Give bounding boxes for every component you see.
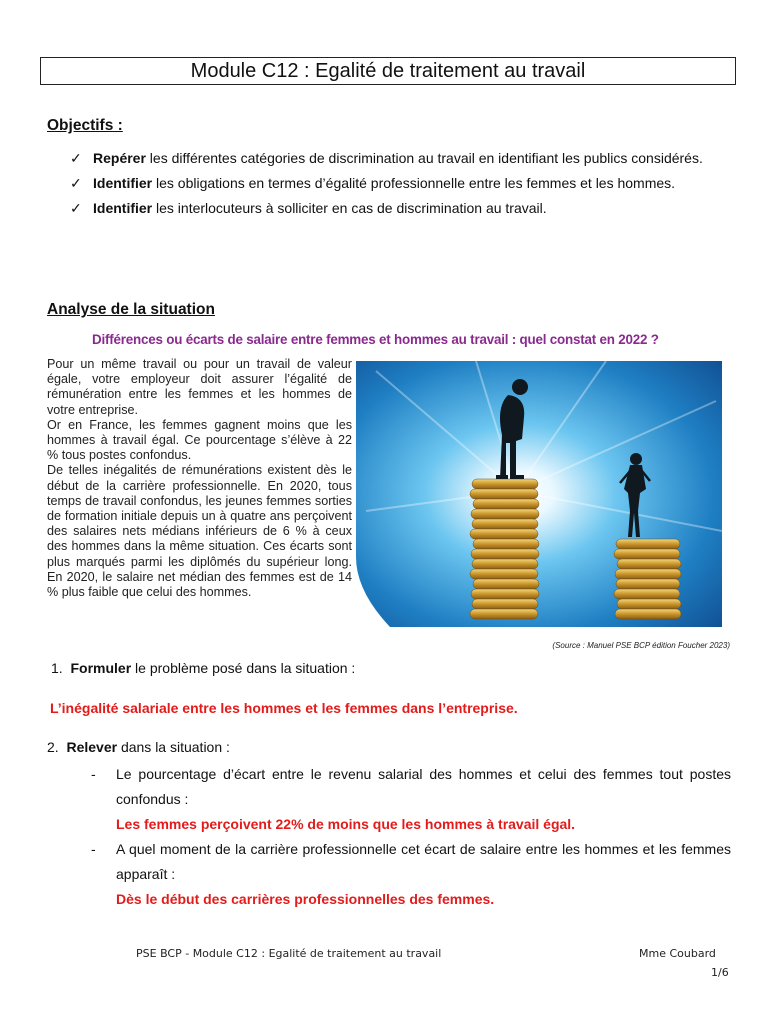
sub-question: [91, 837, 731, 912]
sub-question-text: Le pourcentage d’écart entre le revenu salarial des hommes et celui des femmes tout postes confondus :: [116, 766, 731, 807]
footer-author: Mme Coubard: [639, 947, 716, 960]
objective-item: [70, 171, 710, 196]
sub-question-answer: Dès le début des carrières professionnelles des femmes.: [116, 891, 495, 907]
dash-bullet: -: [91, 766, 96, 782]
objective-text: les obligations en termes d’égalité professionnelle entre les femmes et les hommes.: [152, 175, 676, 191]
question-2: [47, 739, 230, 755]
situation-text: [47, 357, 352, 600]
situation-paragraph: Or en France, les femmes gagnent moins que les hommes à travail égal. Ce pourcentage s’élève à 22 % tous postes confondus.: [47, 417, 352, 463]
question-verb: Formuler: [70, 660, 132, 676]
source-citation: (Source : Manuel PSE BCP édition Foucher 2023): [552, 641, 730, 650]
situation-paragraph: De telles inégalités de rémunérations existent dès le début de la carrière professionnelle. En 2020, tous temps de travail confondus, les jeunes femmes sorties de formation initiale depuis un à quatre ans perçoivent des salaires nets médians inférieurs de 6 % à ceux des hommes dans la même situation. Ces écarts sont plus marqués parmi les diplômés du supérieur long. En 2020, le salaire net médian des femmes est de 14 % plus faible que celui des hommes.: [47, 463, 352, 600]
footer-left: PSE BCP - Module C12 : Egalité de traitement au travail: [136, 947, 442, 960]
sub-question: [91, 762, 731, 837]
objective-verb: Identifier: [93, 175, 153, 191]
question-verb: Relever: [66, 739, 118, 755]
pay-gap-illustration: [356, 361, 722, 627]
objectives-list: [70, 146, 710, 221]
objective-verb: Identifier: [93, 200, 153, 216]
figure-title: Différences ou écarts de salaire entre femmes et hommes au travail : quel constat en 2022 ?: [92, 332, 659, 347]
objective-text: les interlocuteurs à solliciter en cas de discrimination au travail.: [152, 200, 547, 216]
question-text: le problème posé dans la situation :: [131, 660, 356, 676]
page-number: 1/6: [711, 966, 729, 979]
question-text: dans la situation :: [117, 739, 230, 755]
objective-text: les différentes catégories de discrimination au travail en identifiant les publics considérés.: [145, 150, 703, 166]
dash-bullet: -: [91, 841, 96, 857]
question-1: [51, 660, 355, 676]
objective-verb: Repérer: [93, 150, 146, 166]
sub-question-answer: Les femmes perçoivent 22% de moins que les hommes à travail égal.: [116, 816, 576, 832]
objective-item: [70, 146, 710, 171]
objectives-heading: Objectifs :: [47, 117, 123, 134]
sub-question-text: A quel moment de la carrière professionnelle cet écart de salaire entre les hommes et les femmes apparaît :: [116, 841, 731, 882]
document-title-text: Module C12 : Egalité de traitement au travail: [190, 60, 586, 82]
check-icon: ✓: [70, 150, 82, 166]
question-number: 1.: [51, 660, 63, 676]
check-icon: ✓: [70, 200, 82, 216]
situation-paragraph: Pour un même travail ou pour un travail de valeur égale, votre employeur doit assurer l’égalité de rémunération entre les femmes et les hommes de votre entreprise.: [47, 357, 352, 417]
check-icon: ✓: [70, 175, 82, 191]
analysis-heading: Analyse de la situation: [47, 301, 215, 318]
document-title: [40, 57, 736, 85]
objective-item: [70, 196, 710, 221]
question-number: 2.: [47, 739, 59, 755]
answer-1: L’inégalité salariale entre les hommes et les femmes dans l’entreprise.: [50, 700, 518, 716]
